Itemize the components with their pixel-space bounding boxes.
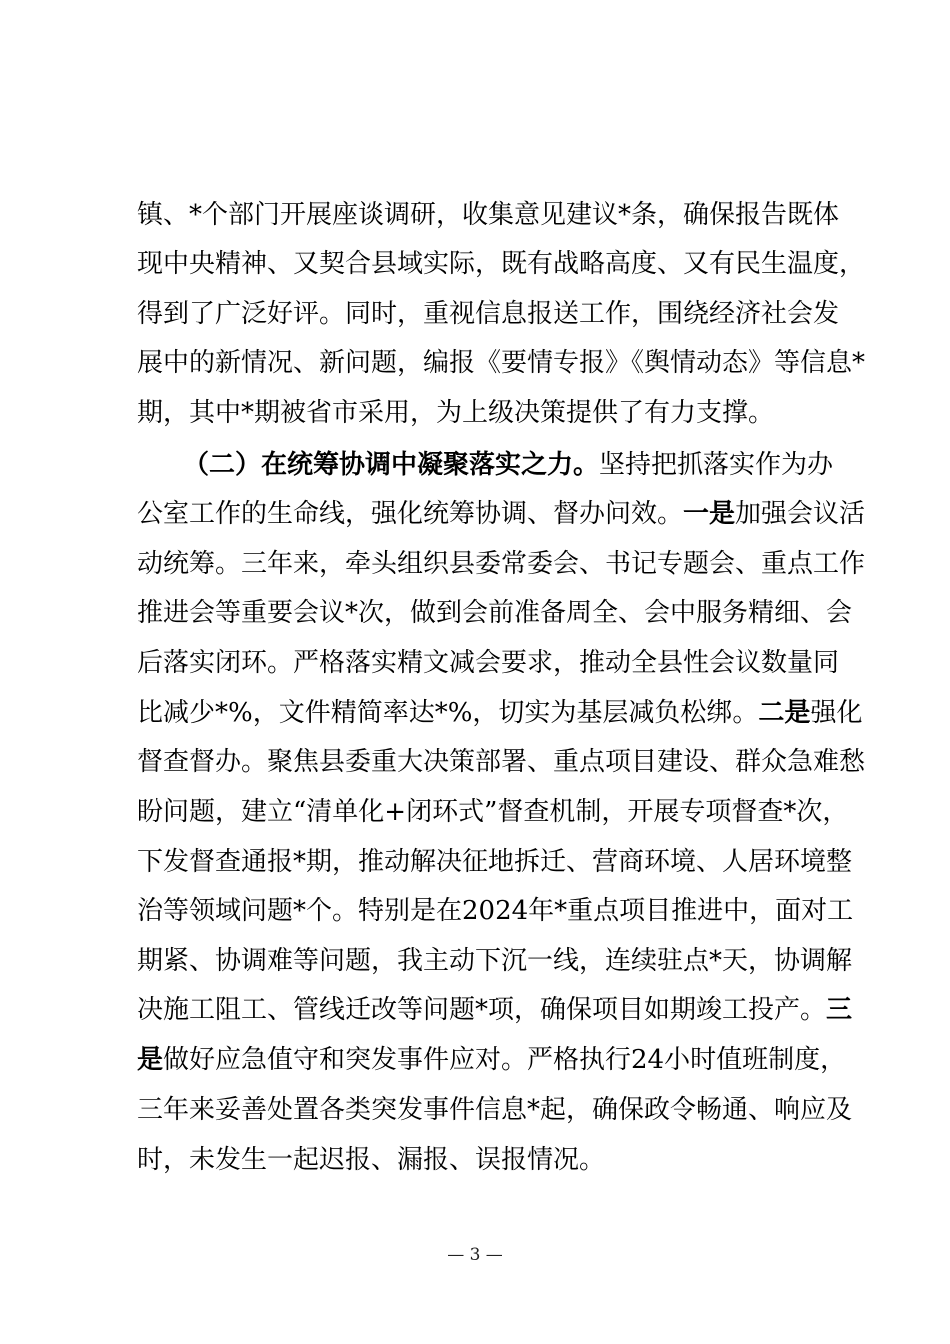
bold-text: 二是 [758,698,811,728]
body-text: 加强会议活 [735,499,866,529]
body-text: 下发督查通报*期，推动解决征地拆迁、营商环境、人居环境整 [137,847,853,877]
text-line [183,445,834,485]
body-text: 坚持把抓落实作为办 [599,450,834,480]
text-line [137,792,849,832]
body-text: 后落实闭环。严格落实精文减会要求，推动全县性会议数量同 [137,648,840,678]
bold-text: （二）在统筹协调中凝聚落实之力。 [183,450,600,480]
text-line [137,195,840,235]
page-number: — 3 — [447,1245,503,1265]
text-line [137,593,853,633]
body-text: 强化 [810,698,863,728]
text-line [137,941,853,981]
body-text: 期，其中*期被省市采用，为上级决策提供了有力支撑。 [137,398,775,428]
body-text: 盼问题，建立“清单化+闭环式”督查机制，开展专项督查*次， [137,797,849,827]
text-line [137,343,866,383]
text-line [137,294,840,334]
text-line [137,1090,853,1130]
body-text: 做好应急值守和突发事件应对。严格执行24小时值班制度， [163,1045,847,1075]
text-line [137,393,774,433]
text-line [137,842,853,882]
body-text: 动统筹。三年来，牵头组织县委常委会、书记专题会、重点工作 [137,549,866,579]
body-text: 比减少*%，文件精简率达*%，切实为基层减负松绑。 [137,698,759,728]
text-line [137,891,854,931]
body-text: 得到了广泛好评。同时，重视信息报送工作，围绕经济社会发 [137,299,840,329]
body-text: 期紧、协调难等问题，我主动下沉一线，连续驻点*天，协调解 [137,946,853,976]
text-line [137,693,863,733]
bold-text: 是 [137,1045,164,1075]
body-text: 镇、*个部门开展座谈调研，收集意见建议*条，确保报告既体 [137,200,840,230]
body-text: 推进会等重要会议*次，做到会前准备周全、会中服务精细、会 [137,598,853,628]
body-text: 展中的新情况、新问题，编报《要情专报》《舆情动态》等信息* [137,348,866,378]
text-line [137,990,853,1030]
bold-text: 三 [826,995,853,1025]
text-line [137,244,866,284]
text-line [137,544,866,584]
body-text: 现中央精神、又契合县域实际，既有战略高度、又有民生温度， [137,249,866,279]
body-text: 三年来妥善处置各类突发事件信息*起，确保政令畅通、响应及 [137,1095,853,1125]
text-line [137,1040,847,1080]
body-text: 督查督办。聚焦县委重大决策部署、重点项目建设、群众急难愁 [137,747,866,777]
body-text: 公室工作的生命线，强化统筹协调、督办问效。 [137,499,684,529]
body-text: 决施工阻工、管线迁改等问题*项，确保项目如期竣工投产。 [137,995,827,1025]
text-line [137,1140,605,1180]
text-line [137,643,840,683]
bold-text: 一是 [683,499,736,529]
text-line [137,494,866,534]
body-text: 时，未发生一起迟报、漏报、误报情况。 [137,1145,606,1175]
body-text: 治等领域问题*个。特别是在2024年*重点项目推进中，面对工 [137,896,854,926]
text-line [137,742,866,782]
